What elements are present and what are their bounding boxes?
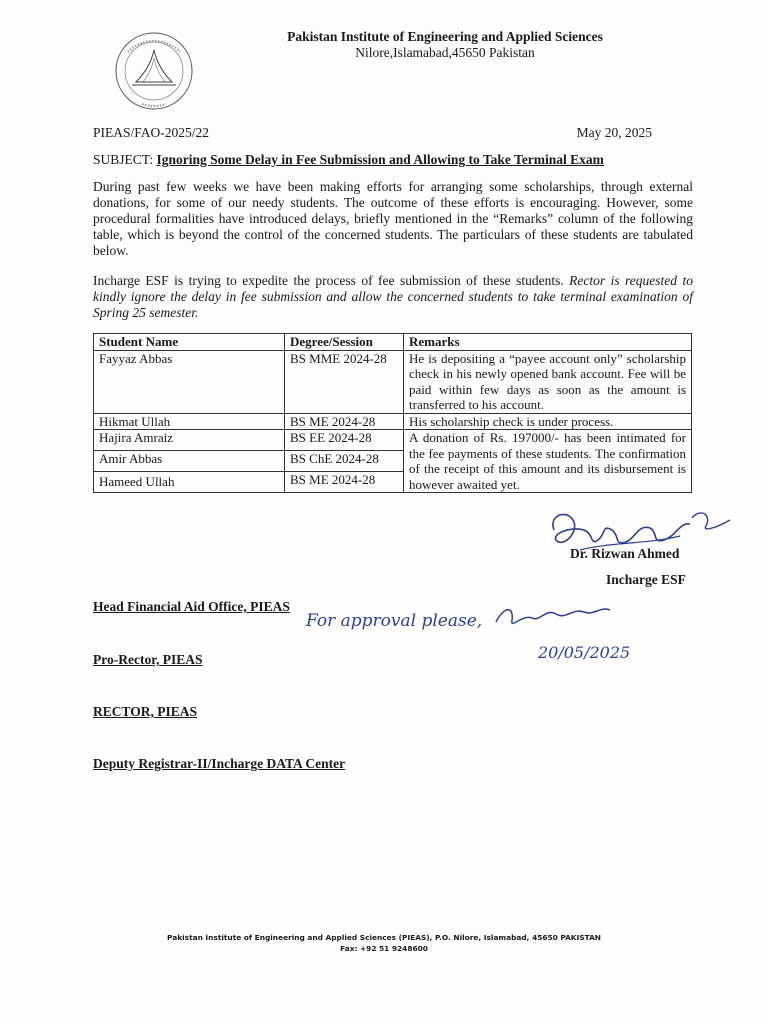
signatory-title: Incharge ESF xyxy=(606,572,686,587)
subject-line xyxy=(93,152,604,168)
column-header-degree-session: Degree/Session xyxy=(285,334,404,351)
remarks-cell: His scholarship check is under process. xyxy=(404,413,692,430)
handwritten-approval-note xyxy=(300,600,660,670)
approval-note-date: 20/05/2025 xyxy=(538,643,631,662)
subject-text: Ignoring Some Delay in Fee Submission and Allowing to Take Terminal Exam xyxy=(156,152,604,167)
column-header-student-name: Student Name xyxy=(94,334,285,351)
addressee-pro-rector: Pro-Rector, PIEAS xyxy=(93,652,203,667)
degree-session: BS ME 2024-28 xyxy=(285,413,404,430)
paragraph-2-request: Rector is requested to kindly ignore the delay in fee submission and allow the concerned students to take terminal examination of Spring 25 semester. xyxy=(93,273,693,320)
degree-session: BS ME 2024-28 xyxy=(285,472,404,493)
student-name: Hajira Amraiz xyxy=(94,430,285,451)
reference-number: PIEAS/FAO-2025/22 xyxy=(93,125,210,140)
addressee-rector: RECTOR, PIEAS xyxy=(93,704,198,719)
addressee-deputy-registrar: Deputy Registrar-II/Incharge DATA Center xyxy=(93,756,346,771)
degree-session: BS ChE 2024-28 xyxy=(285,451,404,472)
degree-session: BS EE 2024-28 xyxy=(285,430,404,451)
institute-address: Nilore,Islamabad,45650 Pakistan xyxy=(355,45,535,60)
column-header-remarks: Remarks xyxy=(404,334,692,351)
table-row xyxy=(94,430,692,451)
paragraph-2 xyxy=(93,273,693,321)
remarks-cell: He is depositing a “payee account only” scholarship check in his newly opened bank account. Fee will be paid within few days as soon as the amount is transferred to his account. xyxy=(404,350,692,413)
footer-address: Pakistan Institute of Engineering and Applied Sciences (PIEAS), P.O. Nilore, Islamabad, 45650 PAKISTAN xyxy=(167,933,601,942)
table-row xyxy=(94,350,692,413)
subject-label: SUBJECT: xyxy=(93,152,157,167)
signatory-name: Dr. Rizwan Ahmed xyxy=(570,546,680,561)
student-name: Amir Abbas xyxy=(94,451,285,472)
paragraph-1: During past few weeks we have been making efforts for arranging some scholarships, through external donations, for some of our needy students. The outcome of these efforts is encouraging. However, some procedural formalities have introduced delays, briefly mentioned in the “Remarks” column of the following table, which is beyond the control of the concerned students. The particulars of these students are tabulated below. xyxy=(93,179,693,258)
letter-date: May 20, 2025 xyxy=(576,125,652,140)
group-remarks-cell: A donation of Rs. 197000/- has been intimated for the fee payments of these students. The confirmation of the receipt of this amount and its disbursement is however awaited yet. xyxy=(404,430,692,493)
table-row xyxy=(94,413,692,430)
institute-name: Pakistan Institute of Engineering and Applied Sciences xyxy=(287,29,603,44)
approval-note-text: For approval please, xyxy=(306,611,483,631)
student-name: Hameed Ullah xyxy=(94,472,285,493)
degree-session: BS MME 2024-28 xyxy=(285,350,404,413)
paragraph-2-plain: Incharge ESF is trying to expedite the process of fee submission of these students. xyxy=(93,273,570,288)
table-header-row xyxy=(94,334,692,351)
student-name: Hikmat Ullah xyxy=(94,413,285,430)
students-table xyxy=(93,333,692,493)
student-name: Fayyaz Abbas xyxy=(94,350,285,413)
footer-fax: Fax: +92 51 9248600 xyxy=(340,944,428,953)
addressee-head-financial-aid: Head Financial Aid Office, PIEAS xyxy=(93,599,290,614)
